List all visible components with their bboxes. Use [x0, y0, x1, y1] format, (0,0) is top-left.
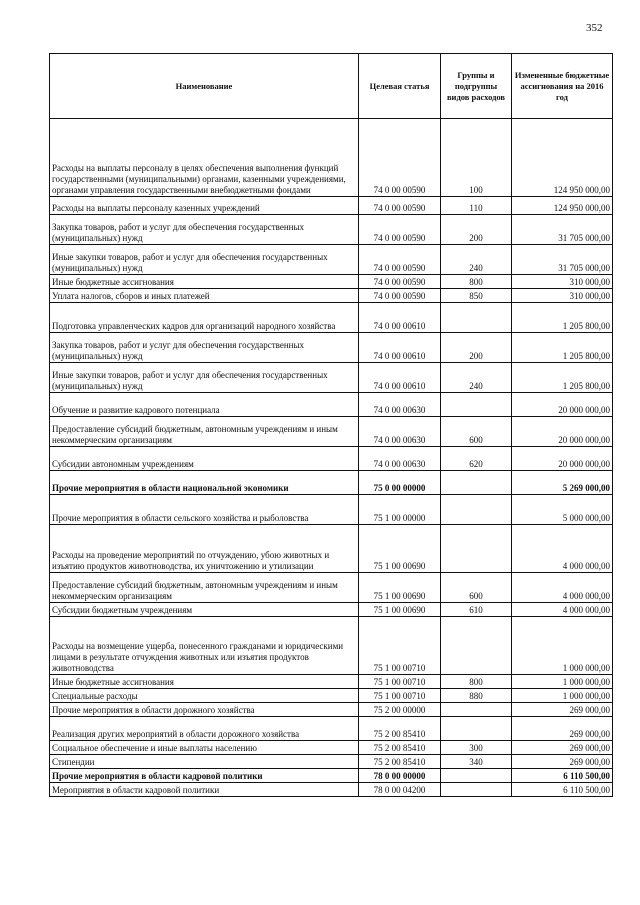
cell-amount: 1 000 000,00: [512, 617, 613, 675]
cell-target: 74 0 00 00610: [359, 333, 441, 363]
table-row: [50, 303, 613, 333]
cell-name: Социальное обеспечение и иные выплаты населению: [50, 741, 359, 755]
cell-amount: 310 000,00: [512, 289, 613, 303]
cell-group: [441, 783, 512, 797]
cell-target: 75 1 00 00690: [359, 525, 441, 573]
cell-group: [441, 617, 512, 675]
cell-target: 74 0 00 00630: [359, 447, 441, 471]
cell-target: 75 2 00 85410: [359, 741, 441, 755]
table-row: [50, 333, 613, 363]
cell-name: Прочие мероприятия в области дорожного хозяйства: [50, 703, 359, 717]
cell-name: Предоставление субсидий бюджетным, автономным учреждениям и иным некоммерческим организациям: [50, 573, 359, 603]
table-row: [50, 675, 613, 689]
cell-target: 78 0 00 00000: [359, 769, 441, 783]
cell-amount: 269 000,00: [512, 741, 613, 755]
table-row: [50, 573, 613, 603]
table-row: [50, 703, 613, 717]
table-row: [50, 741, 613, 755]
table-row: [50, 525, 613, 573]
cell-target: 75 1 00 00710: [359, 617, 441, 675]
table-row: [50, 363, 613, 393]
table-row: [50, 393, 613, 417]
cell-group: 200: [441, 333, 512, 363]
cell-amount: 4 000 000,00: [512, 603, 613, 617]
cell-name: Субсидии бюджетным учреждениям: [50, 603, 359, 617]
column-header-group: Группы и подгруппы видов расходов: [441, 54, 512, 119]
cell-amount: 6 110 500,00: [512, 769, 613, 783]
table-row: [50, 119, 613, 197]
cell-group: [441, 703, 512, 717]
cell-name: Предоставление субсидий бюджетным, автономным учреждениям и иным некоммерческим организациям: [50, 417, 359, 447]
cell-amount: 1 205 800,00: [512, 363, 613, 393]
cell-amount: 20 000 000,00: [512, 393, 613, 417]
table-row: [50, 603, 613, 617]
cell-target: 75 2 00 85410: [359, 755, 441, 769]
cell-group: 600: [441, 417, 512, 447]
cell-target: 74 0 00 00590: [359, 289, 441, 303]
cell-amount: 124 950 000,00: [512, 119, 613, 197]
cell-amount: 5 269 000,00: [512, 471, 613, 495]
cell-target: 78 0 00 04200: [359, 783, 441, 797]
cell-group: [441, 525, 512, 573]
cell-group: [441, 769, 512, 783]
cell-target: 75 1 00 00710: [359, 689, 441, 703]
cell-name: Мероприятия в области кадровой политики: [50, 783, 359, 797]
cell-group: 800: [441, 275, 512, 289]
cell-target: 75 1 00 00690: [359, 603, 441, 617]
cell-name: Закупка товаров, работ и услуг для обеспечения государственных (муниципальных) нужд: [50, 333, 359, 363]
cell-group: 110: [441, 197, 512, 215]
cell-name: Прочие мероприятия в области национальной экономики: [50, 471, 359, 495]
table-row: [50, 417, 613, 447]
cell-amount: 4 000 000,00: [512, 573, 613, 603]
cell-name: Специальные расходы: [50, 689, 359, 703]
cell-target: 74 0 00 00590: [359, 119, 441, 197]
cell-target: 74 0 00 00610: [359, 303, 441, 333]
cell-group: 340: [441, 755, 512, 769]
table-row: [50, 215, 613, 245]
table-row: [50, 769, 613, 783]
table-body: [50, 119, 613, 797]
table-header-row: [50, 54, 613, 119]
cell-group: 620: [441, 447, 512, 471]
cell-group: [441, 393, 512, 417]
table-row: [50, 245, 613, 275]
cell-name: Стипендии: [50, 755, 359, 769]
table-row: [50, 617, 613, 675]
cell-target: 75 1 00 00690: [359, 573, 441, 603]
cell-group: 100: [441, 119, 512, 197]
cell-name: Иные бюджетные ассигнования: [50, 275, 359, 289]
cell-amount: 310 000,00: [512, 275, 613, 289]
cell-group: 200: [441, 215, 512, 245]
cell-group: [441, 717, 512, 741]
budget-table: [49, 53, 613, 797]
column-header-name: Наименование: [50, 54, 359, 119]
cell-target: 74 0 00 00610: [359, 363, 441, 393]
cell-amount: 269 000,00: [512, 703, 613, 717]
cell-target: 74 0 00 00590: [359, 215, 441, 245]
table-row: [50, 289, 613, 303]
cell-target: 75 1 00 00000: [359, 495, 441, 525]
cell-name: Реализация других мероприятий в области дорожного хозяйства: [50, 717, 359, 741]
cell-amount: 1 000 000,00: [512, 689, 613, 703]
cell-group: [441, 471, 512, 495]
cell-name: Иные закупки товаров, работ и услуг для обеспечения государственных (муниципальных) нужд: [50, 363, 359, 393]
table-row: [50, 783, 613, 797]
cell-target: 75 2 00 85410: [359, 717, 441, 741]
table-row: [50, 689, 613, 703]
cell-amount: 1 000 000,00: [512, 675, 613, 689]
cell-amount: 31 705 000,00: [512, 215, 613, 245]
cell-group: [441, 495, 512, 525]
cell-name: Обучение и развитие кадрового потенциала: [50, 393, 359, 417]
cell-target: 75 2 00 00000: [359, 703, 441, 717]
cell-target: 74 0 00 00630: [359, 417, 441, 447]
cell-amount: 31 705 000,00: [512, 245, 613, 275]
cell-name: Закупка товаров, работ и услуг для обеспечения государственных (муниципальных) нужд: [50, 215, 359, 245]
cell-name: Прочие мероприятия в области кадровой политики: [50, 769, 359, 783]
page-number: 352: [586, 22, 603, 34]
table-row: [50, 495, 613, 525]
cell-name: Расходы на проведение мероприятий по отчуждению, убою животных и изъятию продуктов животноводства, их уничтожению и утилизации: [50, 525, 359, 573]
cell-amount: 20 000 000,00: [512, 417, 613, 447]
cell-target: 75 0 00 00000: [359, 471, 441, 495]
cell-name: Субсидии автономным учреждениям: [50, 447, 359, 471]
cell-target: 74 0 00 00590: [359, 197, 441, 215]
cell-name: Уплата налогов, сборов и иных платежей: [50, 289, 359, 303]
cell-name: Расходы на выплаты персоналу в целях обеспечения выполнения функций государственными (муниципальными) органами, казенными учреждениями, органами управления государственными внебюджетными фондами: [50, 119, 359, 197]
cell-name: Иные закупки товаров, работ и услуг для обеспечения государственных (муниципальных) нужд: [50, 245, 359, 275]
cell-amount: 269 000,00: [512, 755, 613, 769]
cell-target: 74 0 00 00590: [359, 245, 441, 275]
cell-amount: 124 950 000,00: [512, 197, 613, 215]
cell-name: Иные бюджетные ассигнования: [50, 675, 359, 689]
cell-amount: 6 110 500,00: [512, 783, 613, 797]
cell-group: 600: [441, 573, 512, 603]
cell-group: 240: [441, 245, 512, 275]
cell-group: 300: [441, 741, 512, 755]
table-row: [50, 471, 613, 495]
cell-amount: 1 205 800,00: [512, 303, 613, 333]
cell-amount: 1 205 800,00: [512, 333, 613, 363]
cell-amount: 4 000 000,00: [512, 525, 613, 573]
cell-name: Подготовка управленческих кадров для организаций народного хозяйства: [50, 303, 359, 333]
table-row: [50, 197, 613, 215]
cell-group: 610: [441, 603, 512, 617]
cell-target: 74 0 00 00630: [359, 393, 441, 417]
cell-group: 240: [441, 363, 512, 393]
column-header-target: Целевая статья: [359, 54, 441, 119]
cell-amount: 269 000,00: [512, 717, 613, 741]
table-row: [50, 717, 613, 741]
cell-name: Прочие мероприятия в области сельского хозяйства и рыболовства: [50, 495, 359, 525]
cell-group: 850: [441, 289, 512, 303]
cell-target: 74 0 00 00590: [359, 275, 441, 289]
cell-group: [441, 303, 512, 333]
cell-group: 800: [441, 675, 512, 689]
cell-amount: 5 000 000,00: [512, 495, 613, 525]
cell-name: Расходы на возмещение ущерба, понесенного гражданами и юридическими лицами в результате отчуждения животных или изъятия продуктов животноводства: [50, 617, 359, 675]
table-row: [50, 755, 613, 769]
cell-amount: 20 000 000,00: [512, 447, 613, 471]
cell-group: 880: [441, 689, 512, 703]
column-header-amount: Измененные бюджетные ассигнования на 2016 год: [512, 54, 613, 119]
cell-target: 75 1 00 00710: [359, 675, 441, 689]
cell-name: Расходы на выплаты персоналу казенных учреждений: [50, 197, 359, 215]
table-row: [50, 447, 613, 471]
table-row: [50, 275, 613, 289]
